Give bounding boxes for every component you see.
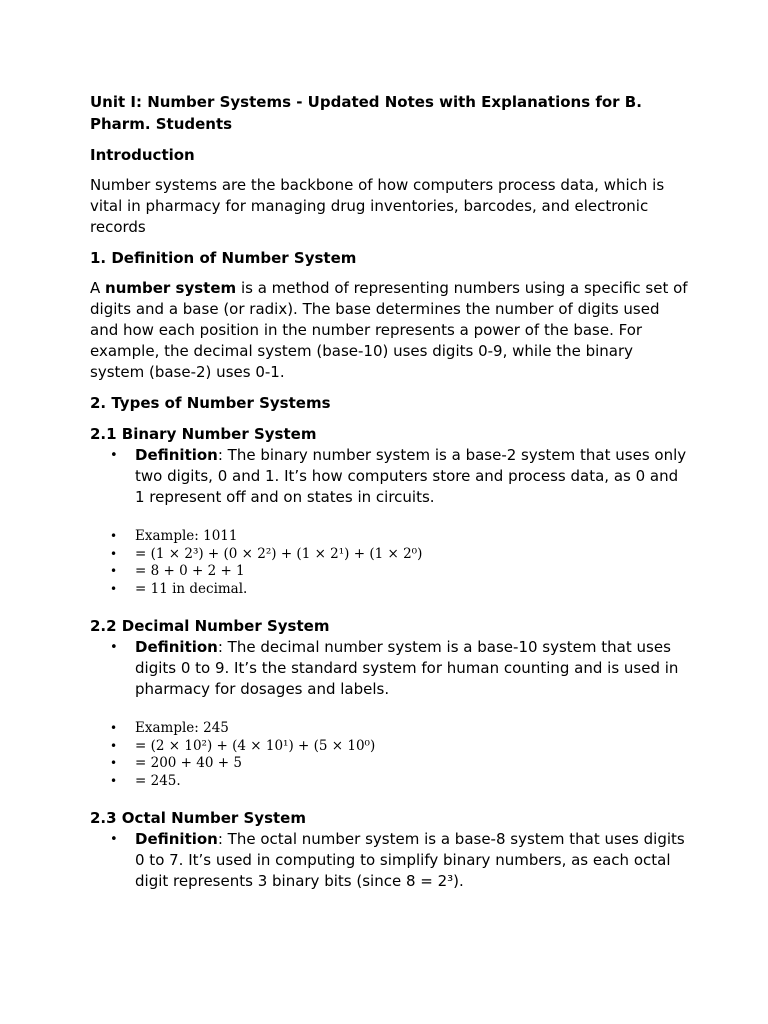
types-heading: 2. Types of Number Systems: [90, 394, 331, 412]
definition-term: number system: [105, 279, 237, 297]
octal-definition-item: [90, 829, 690, 892]
document-content: [90, 91, 690, 892]
decimal-def-label: Definition: [135, 637, 218, 656]
binary-definition-item: [90, 445, 690, 508]
introduction-heading: Introduction: [90, 146, 195, 164]
octal-def-text: : The octal number system is a base-8 system that uses digits 0 to 7. It’s used in computing to simplify binary numbers, as each octal digit represents 3 binary bits (since 8 = 2³).: [135, 829, 685, 890]
decimal-definition-list: [90, 637, 690, 700]
decimal-example-line: • = 245.: [90, 773, 690, 791]
introduction-paragraph: Number systems are the backbone of how computers process data, which is vital in pharmacy for managing drug inventories, barcodes, and electronic records: [90, 176, 665, 236]
octal-definition-list: [90, 829, 690, 892]
decimal-heading: 2.2 Decimal Number System: [90, 616, 330, 635]
document-title: Unit I: Number Systems - Updated Notes with Explanations for B. Pharm. Students: [90, 93, 642, 133]
binary-example-line: • = 11 in decimal.: [90, 581, 690, 599]
octal-def-label: Definition: [135, 829, 218, 848]
binary-example-list: [90, 528, 690, 599]
binary-example-line: • = (1 × 2³) + (0 × 2²) + (1 × 2¹) + (1 × 2⁰): [90, 546, 690, 564]
binary-def-label: Definition: [135, 446, 218, 464]
decimal-example-line: • = (2 × 10²) + (4 × 10¹) + (5 × 10⁰): [90, 738, 690, 756]
binary-def-text: : The binary number system is a base-2 system that uses only two digits, 0 and 1. It’s how computers store and process data, as 0 and 1 represent off and on states in circuits.: [135, 446, 687, 506]
binary-example-line: • = 8 + 0 + 2 + 1: [90, 563, 690, 581]
octal-heading: 2.3 Octal Number System: [90, 808, 306, 827]
decimal-example-list: [90, 720, 690, 791]
binary-heading: 2.1 Binary Number System: [90, 425, 317, 443]
binary-example-line: • Example: 1011: [90, 528, 690, 546]
definition-heading: 1. Definition of Number System: [90, 249, 357, 267]
decimal-definition-item: [90, 637, 690, 700]
binary-definition-list: [90, 445, 690, 508]
definition-paragraph: [90, 278, 690, 383]
decimal-example-line: • = 200 + 40 + 5: [90, 755, 690, 773]
definition-pre: A: [90, 279, 106, 297]
definition-post: is a method of representing numbers using a specific set of digits and a base (or radix). The base determines the number of digits used and how each position in the number represents a power of the base. For example, the decimal system (base-10) uses digits 0-9, while the binary system (base-2) uses 0-1.: [90, 279, 688, 381]
decimal-def-text: : The decimal number system is a base-10 system that uses digits 0 to 9. It’s the standard system for human counting and is used in pharmacy for dosages and labels.: [135, 637, 679, 698]
decimal-example-line: • Example: 245: [90, 720, 690, 738]
